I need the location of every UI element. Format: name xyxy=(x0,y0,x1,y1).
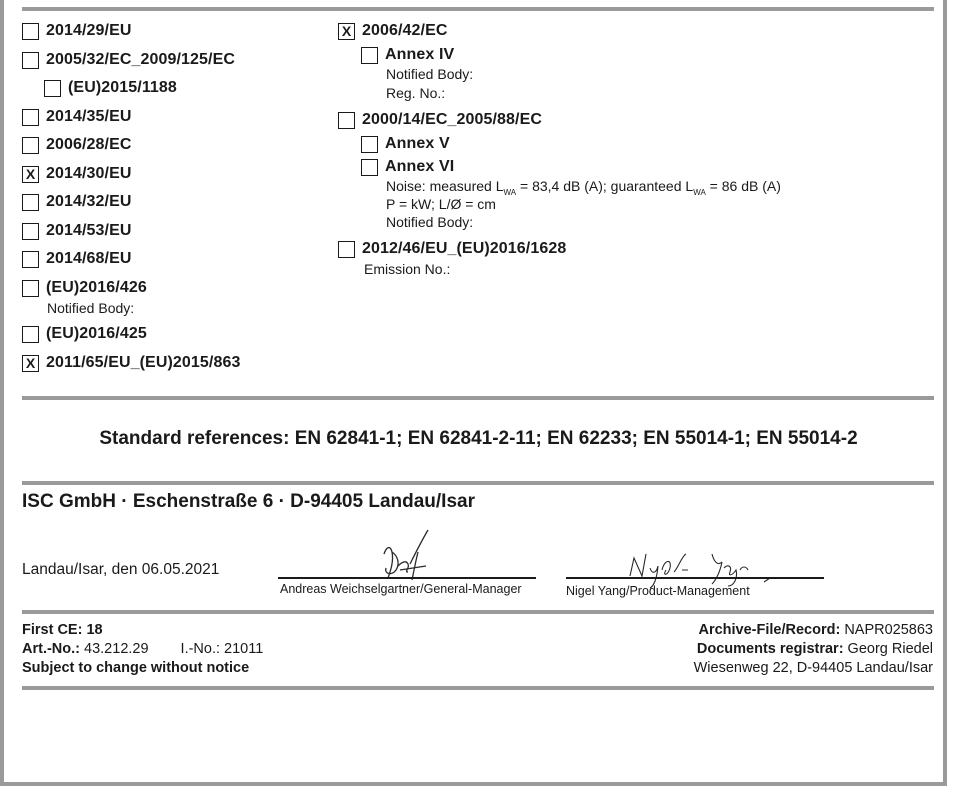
checkbox[interactable] xyxy=(22,223,39,240)
checkbox[interactable]: X xyxy=(338,23,355,40)
directive-2006-42-ec[interactable] xyxy=(338,22,448,40)
archive-label: Archive-File/Record: xyxy=(698,622,841,638)
directive-2005-32-ec[interactable] xyxy=(22,51,235,69)
checkbox[interactable] xyxy=(22,194,39,211)
registrar-label: Documents registrar: xyxy=(696,641,844,657)
registrar-line xyxy=(694,640,933,659)
directive-label: 2014/53/EU xyxy=(46,222,132,239)
directive-2014-35-eu[interactable] xyxy=(22,108,132,126)
noise-text-a: Noise: measured L xyxy=(386,178,504,194)
divider-top xyxy=(22,7,934,11)
subject-to-change: Subject to change without notice xyxy=(22,660,250,676)
directive-2000-14-ec[interactable] xyxy=(338,111,542,129)
noise-text-b: = 83,4 dB (A); guaranteed L xyxy=(516,178,694,194)
annex-v[interactable] xyxy=(361,135,450,153)
directive-label: (EU)2016/426 xyxy=(46,279,147,296)
first-ce: First CE: 18 xyxy=(22,622,103,638)
annex-iv[interactable] xyxy=(361,46,454,64)
directive-eu-2015-1188[interactable] xyxy=(44,79,177,97)
checkbox[interactable]: X xyxy=(22,355,39,372)
signature-line-2 xyxy=(566,577,824,579)
divider-standards-top xyxy=(22,396,934,400)
checkbox[interactable] xyxy=(22,23,39,40)
annex-label: Annex V xyxy=(385,135,450,152)
directive-label: (EU)2016/425 xyxy=(46,325,147,342)
checkbox[interactable] xyxy=(22,280,39,297)
directive-label: 2006/28/EC xyxy=(46,136,132,153)
footer-left xyxy=(22,621,263,678)
annex4-notified-body: Notified Body: xyxy=(386,66,474,82)
checkbox[interactable] xyxy=(22,326,39,343)
registrar-address: Wiesenweg 22, D-94405 Landau/Isar xyxy=(693,660,933,676)
checkbox[interactable] xyxy=(361,47,378,64)
directive-label: 2005/32/EC_2009/125/EC xyxy=(46,51,236,68)
directive-2006-28-ec[interactable] xyxy=(22,136,132,154)
art-number: 43.212.29 xyxy=(80,641,149,657)
checkbox[interactable] xyxy=(22,251,39,268)
directive-2012-46-eu[interactable] xyxy=(338,240,566,258)
directive-eu-2016-426[interactable] xyxy=(22,279,147,297)
checkbox[interactable] xyxy=(22,52,39,69)
checkbox[interactable] xyxy=(338,112,355,129)
directive-2011-65-eu[interactable] xyxy=(22,354,240,372)
checkbox[interactable] xyxy=(361,136,378,153)
noise-values xyxy=(386,178,781,197)
company-address: ISC GmbH · Eschenstraße 6 · D-94405 Landau/Isar xyxy=(22,491,475,512)
annex6-notified-body: Notified Body: xyxy=(386,214,474,230)
signature-1-image xyxy=(370,526,450,584)
signature-line-1 xyxy=(278,577,536,579)
power-values: P = kW; L/Ø = cm xyxy=(386,196,496,212)
archive-line xyxy=(694,621,933,640)
directive-2014-29-eu[interactable] xyxy=(22,22,132,40)
directive-label: (EU)2015/1188 xyxy=(68,79,177,96)
registrar-value: Georg Riedel xyxy=(843,641,933,657)
directive-label: 2011/65/EU_(EU)2015/863 xyxy=(46,354,241,371)
directive-2014-32-eu[interactable] xyxy=(22,193,132,211)
signer-1: Andreas Weichselgartner/General-Manager xyxy=(280,582,522,596)
article-line xyxy=(22,640,263,659)
directive-label: 2014/30/EU xyxy=(46,165,132,182)
directive-2014-53-eu[interactable] xyxy=(22,222,132,240)
directive-label: 2014/29/EU xyxy=(46,22,132,39)
directive-label: 2014/68/EU xyxy=(46,250,132,267)
checkbox[interactable] xyxy=(22,109,39,126)
art-label: Art.-No.: xyxy=(22,641,80,657)
emission-no: Emission No.: xyxy=(364,261,451,277)
notified-body-note: Notified Body: xyxy=(47,300,135,316)
divider-footer-bottom xyxy=(22,686,934,690)
footer-right xyxy=(694,621,933,678)
checkbox[interactable] xyxy=(44,80,61,97)
signer-2: Nigel Yang/Product-Management xyxy=(566,584,750,598)
directive-label: 2014/35/EU xyxy=(46,108,132,125)
i-number: I.-No.: 21011 xyxy=(180,641,264,657)
checkbox[interactable] xyxy=(22,137,39,154)
annex-label: Annex VI xyxy=(385,158,455,175)
place-date: Landau/Isar, den 06.05.2021 xyxy=(22,561,220,578)
checkbox[interactable]: X xyxy=(22,166,39,183)
checkbox[interactable] xyxy=(361,159,378,176)
directive-2014-68-eu[interactable] xyxy=(22,250,132,268)
directive-label: 2000/14/EC_2005/88/EC xyxy=(362,111,543,128)
annex-label: Annex IV xyxy=(385,46,455,63)
archive-value: NAPR025863 xyxy=(840,622,933,638)
directive-eu-2016-425[interactable] xyxy=(22,325,147,343)
divider-footer-top xyxy=(22,610,934,614)
divider-company-top xyxy=(22,481,934,485)
annex4-reg-no: Reg. No.: xyxy=(386,85,446,101)
annex-vi[interactable] xyxy=(361,158,454,176)
noise-text-c: = 86 dB (A) xyxy=(705,178,781,194)
noise-sub-1: WA xyxy=(503,188,517,197)
directive-label: 2014/32/EU xyxy=(46,193,132,210)
directive-label: 2006/42/EC xyxy=(362,22,448,39)
directive-label: 2012/46/EU_(EU)2016/1628 xyxy=(362,240,567,257)
noise-sub-2: WA xyxy=(693,188,706,197)
standard-references: Standard references: EN 62841-1; EN 62841-2-11; EN 62233; EN 55014-1; EN 55014-2 xyxy=(99,428,858,449)
checkbox[interactable] xyxy=(338,241,355,258)
directive-2014-30-eu[interactable] xyxy=(22,165,132,183)
